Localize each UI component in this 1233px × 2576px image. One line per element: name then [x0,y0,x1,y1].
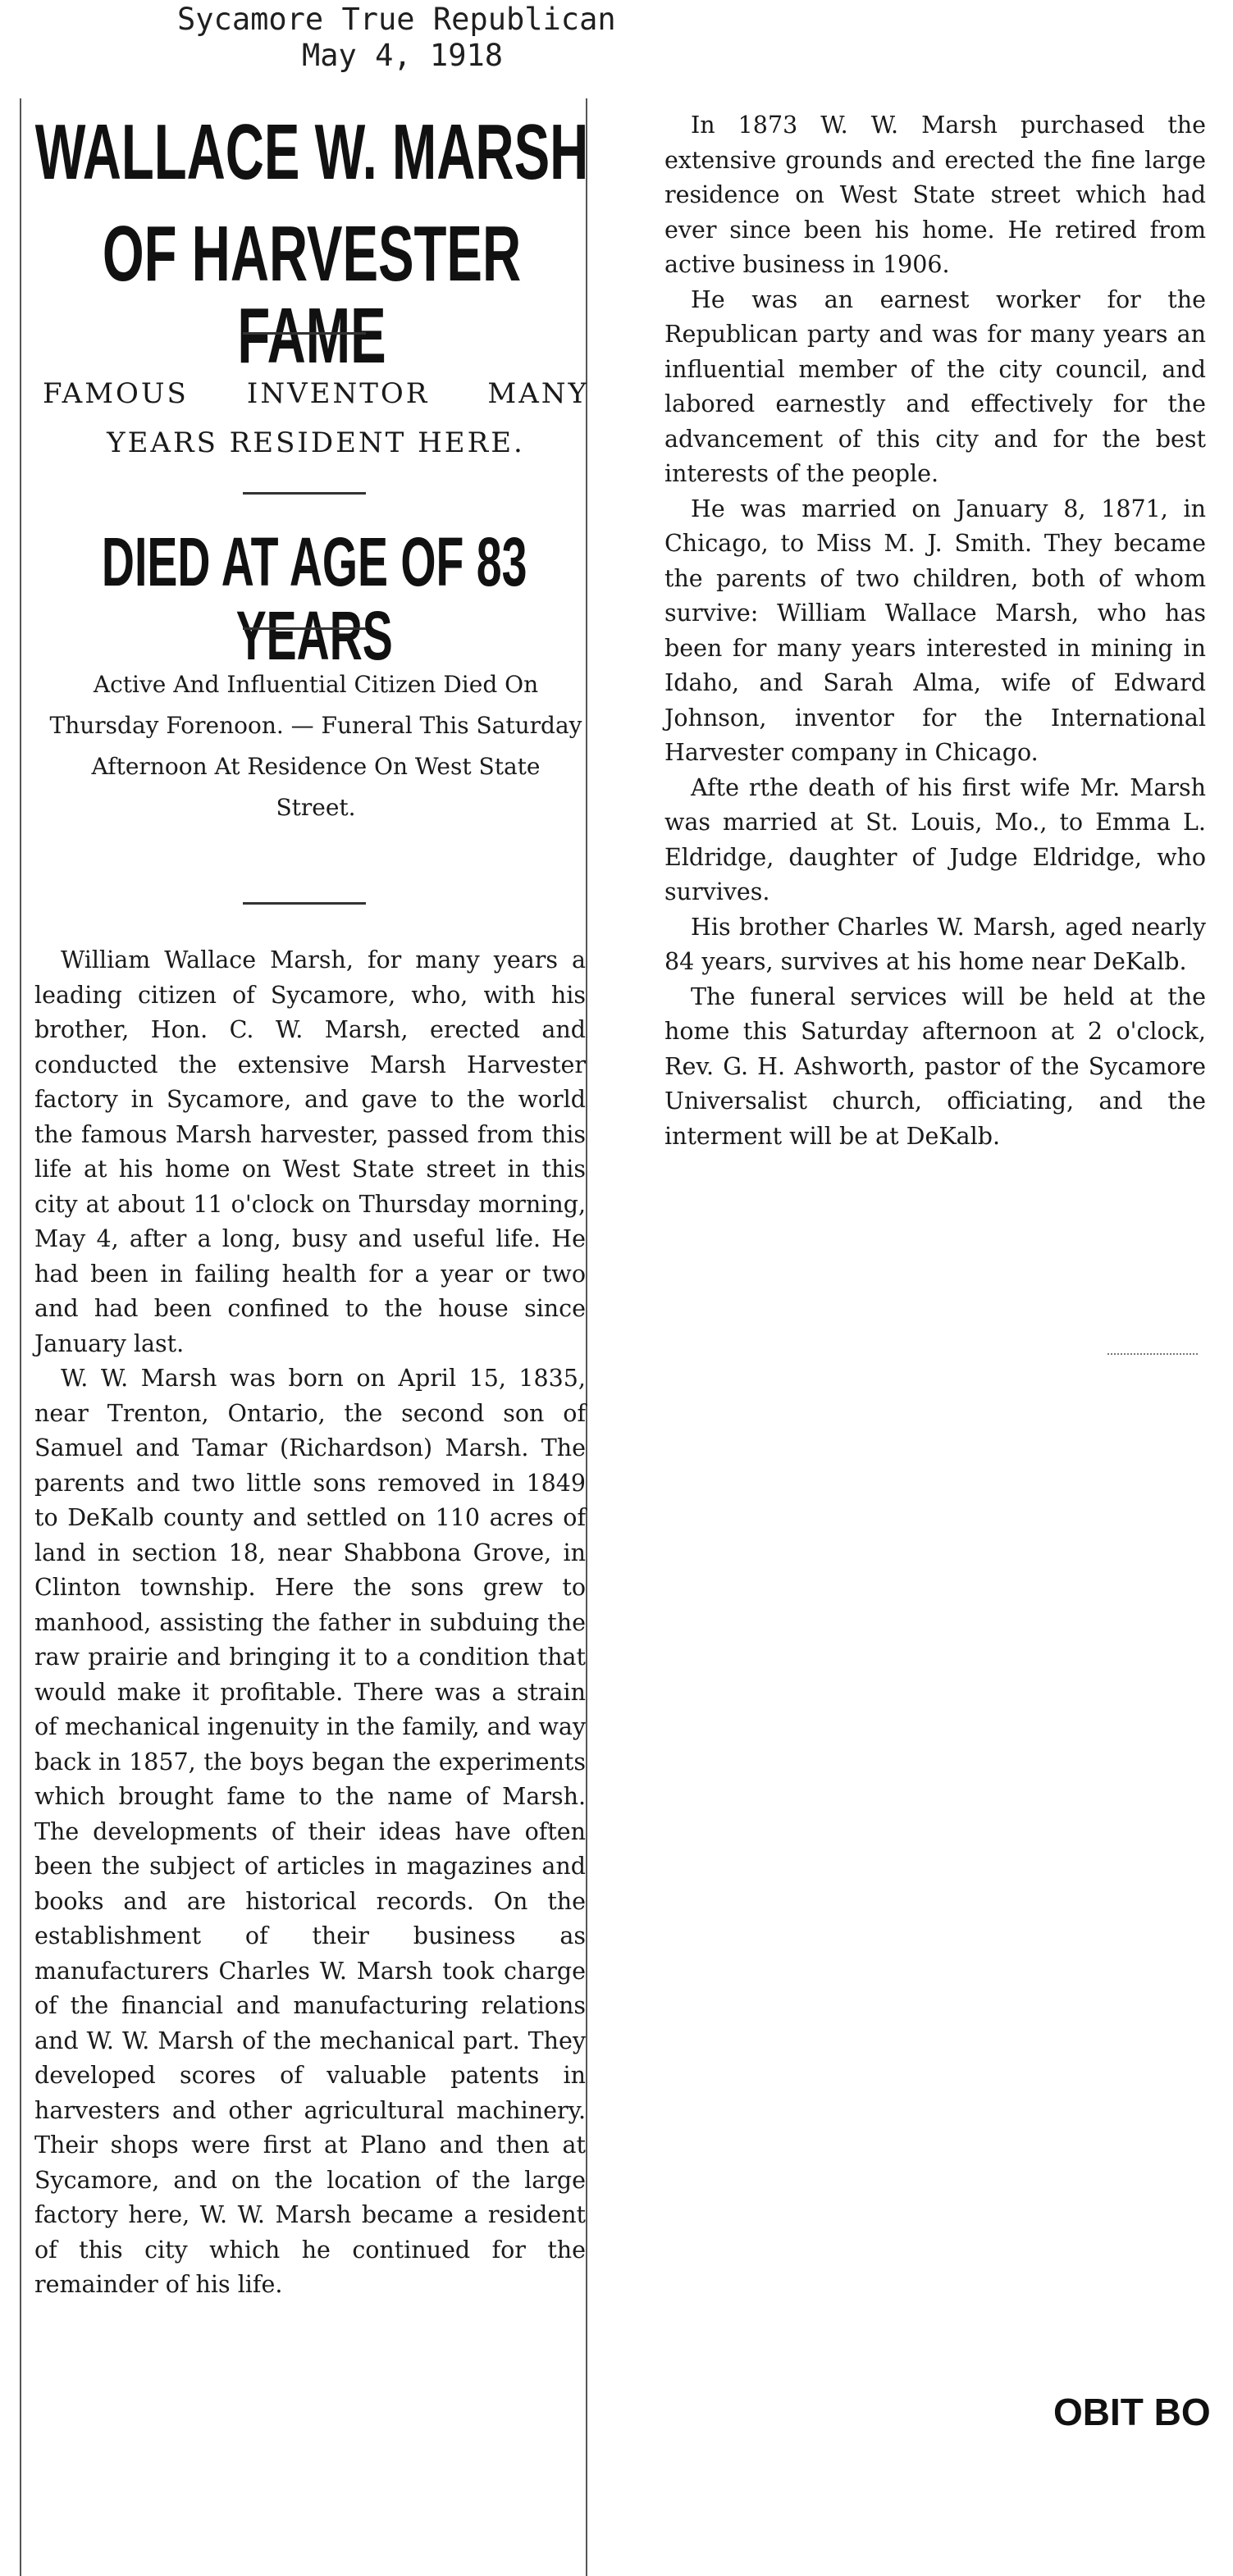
divider-rule [243,492,366,495]
source-header [172,2,796,74]
headline-secondary: DIED AT AGE OF 83 YEARS [101,523,527,674]
paragraph: Afte rthe death of his first wife Mr. Marsh was married at St. Louis, Mo., to Emma L. Eldridge, daughter of Judge Eldridge, who survives. [664,773,1206,905]
paragraph: He was married on January 8, 1871, in Chicago, to Miss M. J. Smith. They became the parents of two children, both of whom survive: William Wallace Marsh, who has been for many years interested in mining in Idaho, and Sarah Alma, wife of Edward Johnson, inventor for the International Harvester company in Chicago. [664,495,1206,766]
divider-rule [243,902,366,905]
obit-book-label: OBIT BO [1053,2391,1211,2433]
paragraph: He was an earnest worker for the Republican party and was for many years an influential member of the city council, and labored earnestly and effectively for the advancement of this city and for the best interests of the people. [664,285,1206,487]
right-column [648,98,1222,1443]
paragraph: In 1873 W. W. Marsh purchased the extensive grounds and erected the fine large residence on West State street which had ever since been his home. He retired from active business in 1906. [664,112,1206,278]
headline-line-1: WALLACE W. MARSH [34,108,589,196]
article-body-left [34,943,586,2303]
subheadline-deck: FAMOUS INVENTOR MANY YEARS RESIDENT HERE. [43,377,589,459]
paragraph: William Wallace Marsh, for many years a leading citizen of Sycamore, who, with his brother, Hon. C. W. Marsh, erected and conducted the extensive Marsh Harvester factory in Sycamore, and gave to the world the famous Marsh harvester, passed from this life at his home on West State street in this city at about 11 o'clock on Thursday morning, May 4, after a long, busy and useful life. He had been in failing health for a year or two and had been confined to the house since January last. [34,946,586,1357]
paragraph: The funeral services will be held at the home this Saturday afternoon at 2 o'clock, Rev. G. H. Ashworth, pastor of the Sycamore Universalist church, officiating, and the interment will be at DeKalb. [664,983,1206,1150]
left-column [20,98,587,2576]
paragraph: His brother Charles W. Marsh, aged nearly 84 years, survives at his home near DeKalb. [664,913,1206,975]
article-body-right [664,108,1206,1154]
publication-name: Sycamore True Republican [177,2,616,37]
paragraph: W. W. Marsh was born on April 15, 1835, near Trenton, Ontario, the second son of Samuel and Tamar (Richardson) Marsh. The parents and two little sons removed in 1849 to DeKalb county and settled on 110 acres of land in section 18, near Shabbona Grove, in Clinton township. Here the sons grew to manhood, assisting the father in subduing the raw prairie and bringing it to a condition that would make it profitable. There was a strain of mechanical ingenuity in the family, and way back in 1857, the boys began the experiments which brought fame to the name of Marsh. The developments of their ideas have often been the subject of articles in magazines and books and are historical records. On the establishment of their business as manufacturers Charles W. Marsh took charge of the financial and manufacturing relations and W. W. Marsh of the mechanical part. They developed scores of valuable patents in harvesters and other agricultural machinery. Their shops were first at Plano and then at Sycamore, and on the location of the large factory here, W. W. Marsh became a resident of this city which he continued for the remainder of his life. [34,1365,586,2298]
summary-deck: Active And Influential Citizen Died On Thursday Forenoon. — Funeral This Saturday Afternoon At Residence On West State Street. [49,671,582,821]
end-mark [1107,1353,1198,1355]
publication-date: May 4, 1918 [302,38,504,73]
divider-rule [243,627,366,630]
headline-line-2: OF HARVESTER FAME [102,210,522,380]
divider-rule [243,332,366,335]
